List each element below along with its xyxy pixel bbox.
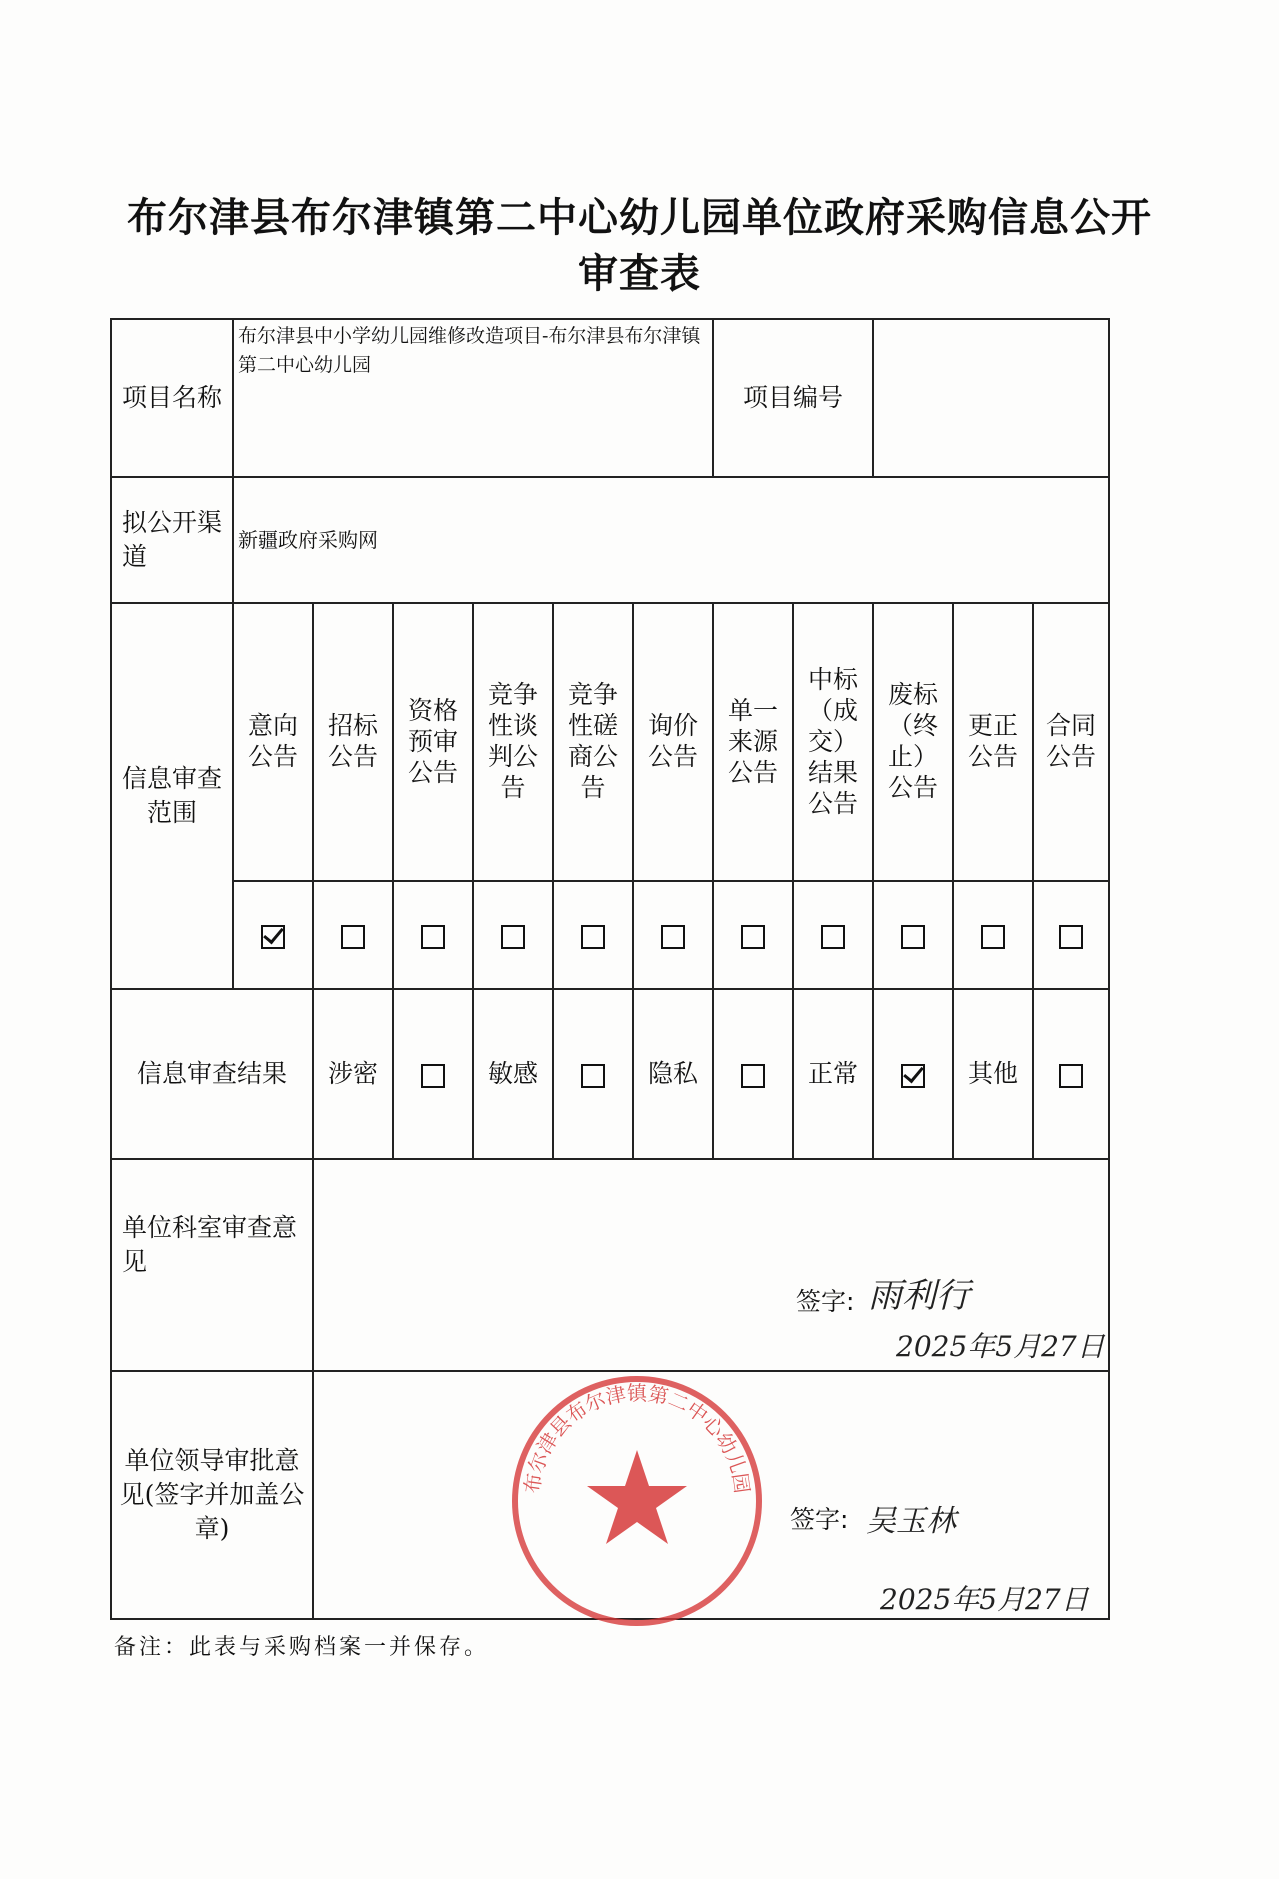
dept-sign-label: 签字:: [796, 1287, 855, 1316]
scope-item-cell: [1033, 881, 1109, 989]
result-checkbox[interactable]: [741, 1064, 765, 1088]
scope-checkbox[interactable]: [261, 925, 285, 949]
scope-item-label: 合同公告: [1033, 603, 1109, 881]
scope-item-cell: [313, 881, 393, 989]
scope-checkbox[interactable]: [421, 925, 445, 949]
scope-item-cell: [713, 881, 793, 989]
scope-item-label: 招标公告: [313, 603, 393, 881]
scope-item-cell: [793, 881, 873, 989]
scope-label: 信息审查范围: [111, 603, 233, 989]
result-option-cell: [553, 989, 633, 1159]
scope-item-label: 更正公告: [953, 603, 1033, 881]
official-seal-icon: [508, 1372, 766, 1630]
scope-item-label: 竞争性谈判公告: [473, 603, 553, 881]
seal-text: 布尔津县布尔津镇第二中心幼儿园: [519, 1380, 755, 1495]
footnote: 备注：此表与采购档案一并保存。: [114, 1635, 490, 1660]
project-name-label: 项目名称: [111, 319, 233, 477]
scope-checkbox[interactable]: [981, 925, 1005, 949]
scope-item-cell: [233, 881, 313, 989]
title-line-1: 布尔津县布尔津镇第二中心幼儿园单位政府采购信息公开: [127, 195, 1152, 241]
dept-review-label: 单位科室审查意见: [111, 1159, 313, 1371]
scope-checkbox[interactable]: [901, 925, 925, 949]
scope-checkbox[interactable]: [501, 925, 525, 949]
scope-item-label: 中标（成交）结果公告: [793, 603, 873, 881]
result-option-cell: [713, 989, 793, 1159]
dept-sign-date: 2025年5月27日: [896, 1330, 1105, 1363]
leader-sign-date: 2025年5月27日: [880, 1583, 1089, 1616]
leader-signature: 吴玉林: [866, 1504, 956, 1539]
scope-item-cell: [953, 881, 1033, 989]
result-checkbox[interactable]: [1059, 1064, 1083, 1088]
result-option-label: 涉密: [313, 989, 393, 1159]
project-number-label: 项目编号: [713, 319, 873, 477]
channel-label: 拟公开渠道: [111, 477, 233, 603]
result-checkbox[interactable]: [581, 1064, 605, 1088]
scope-item-cell: [393, 881, 473, 989]
scope-checkbox[interactable]: [341, 925, 365, 949]
result-option-cell: [873, 989, 953, 1159]
result-checkbox[interactable]: [421, 1064, 445, 1088]
scope-item-cell: [873, 881, 953, 989]
project-number-value: [873, 319, 1109, 477]
channel-value: 新疆政府采购网: [233, 477, 1109, 603]
result-checkbox[interactable]: [901, 1064, 925, 1088]
scope-checkbox[interactable]: [661, 925, 685, 949]
result-option-label: 敏感: [473, 989, 553, 1159]
scope-item-label: 资格预审公告: [393, 603, 473, 881]
result-label: 信息审查结果: [111, 989, 313, 1159]
scope-item-cell: [553, 881, 633, 989]
scope-checkbox[interactable]: [741, 925, 765, 949]
result-option-label: 其他: [953, 989, 1033, 1159]
dept-signature: 雨利行: [868, 1276, 970, 1316]
result-option-cell: [1033, 989, 1109, 1159]
scope-item-label: 意向公告: [233, 603, 313, 881]
result-option-cell: [393, 989, 473, 1159]
scope-item-label: 询价公告: [633, 603, 713, 881]
project-name-value: 布尔津县中小学幼儿园维修改造项目-布尔津县布尔津镇第二中心幼儿园: [233, 319, 713, 477]
scope-item-cell: [633, 881, 713, 989]
leader-review-label: 单位领导审批意见(签字并加盖公章): [111, 1371, 313, 1619]
scope-item-label: 竞争性磋商公告: [553, 603, 633, 881]
scope-checkbox[interactable]: [581, 925, 605, 949]
scope-checkbox[interactable]: [1059, 925, 1083, 949]
scope-checkbox[interactable]: [821, 925, 845, 949]
result-option-label: 隐私: [633, 989, 713, 1159]
result-option-label: 正常: [793, 989, 873, 1159]
scope-item-label: 单一来源公告: [713, 603, 793, 881]
scope-item-cell: [473, 881, 553, 989]
form-title: [0, 190, 1279, 302]
leader-sign-label: 签字:: [790, 1505, 849, 1534]
title-line-2: 审查表: [578, 251, 701, 297]
scope-item-label: 废标（终止）公告: [873, 603, 953, 881]
